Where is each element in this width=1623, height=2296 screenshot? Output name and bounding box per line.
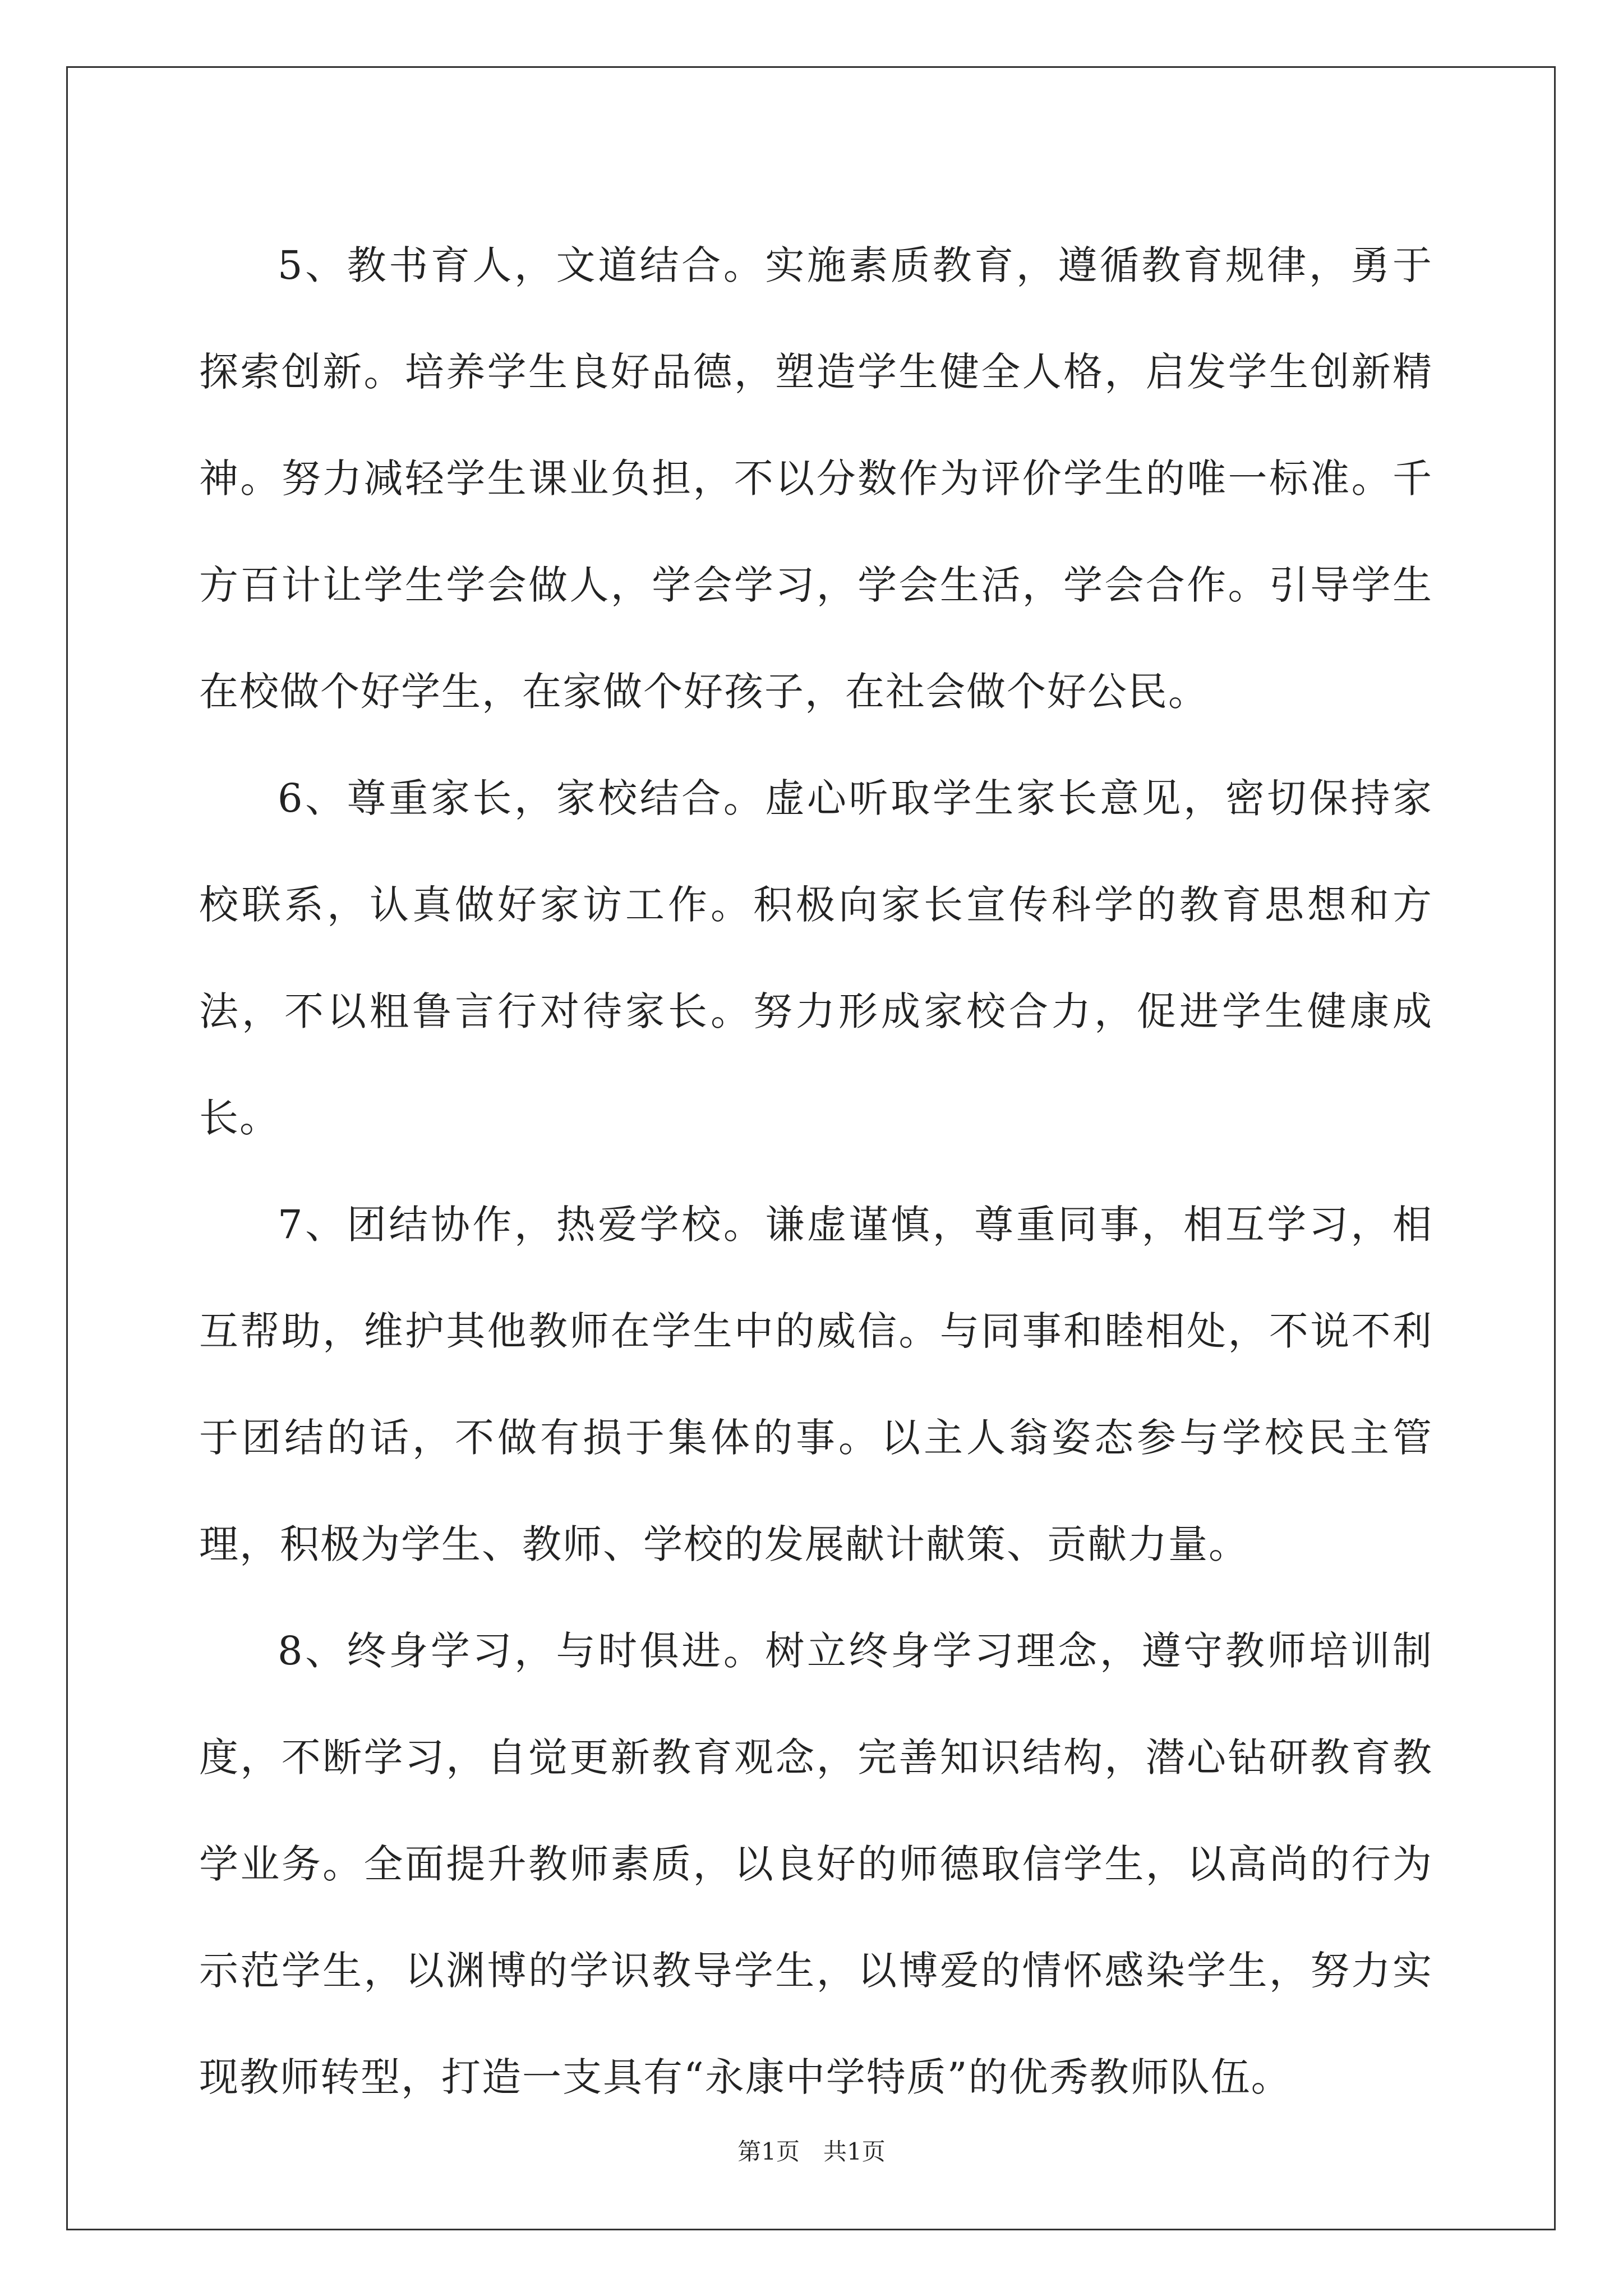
document-body — [199, 212, 1433, 2131]
total-page-count: 共1页 — [823, 2138, 886, 2165]
paragraph-8: 8、终身学习，与时俱进。树立终身学习理念，遵守教师培训制度，不断学习，自觉更新教育观念，完善知识结构，潜心钻研教育教学业务。全面提升教师素质，以良好的师德取信学生，以高尚的行为示范学生，以渊博的学识教导学生，以博爱的情怀感染学生，努力实现教师转型，打造一支具有“永康中学特质”的优秀教师队伍。 — [199, 1628, 1433, 2100]
paragraph-7: 7、团结协作，热爱学校。谦虚谨慎，尊重同事，相互学习，相互帮助，维护其他教师在学生中的威信。与同事和睦相处，不说不利于团结的话，不做有损于集体的事。以主人翁姿态参与学校民主管理，积极为学生、教师、学校的发展献计献策、贡献力量。 — [199, 1202, 1433, 1567]
current-page-number: 第1页 — [737, 2138, 800, 2165]
paragraph-5: 5、教书育人，文道结合。实施素质教育，遵循教育规律，勇于探索创新。培养学生良好品德，塑造学生健全人格，启发学生创新精神。努力减轻学生课业负担，不以分数作为评价学生的唯一标准。千方百计让学生学会做人，学会学习，学会生活，学会合作。引导学生在校做个好学生，在家做个好孩子，在社会做个好公民。 — [199, 242, 1433, 715]
page-footer — [0, 2133, 1623, 2167]
paragraph-6: 6、尊重家长，家校结合。虚心听取学生家长意见，密切保持家校联系，认真做好家访工作。积极向家长宣传科学的教育思想和方法，不以粗鲁言行对待家长。努力形成家校合力，促进学生健康成长。 — [199, 775, 1433, 1141]
